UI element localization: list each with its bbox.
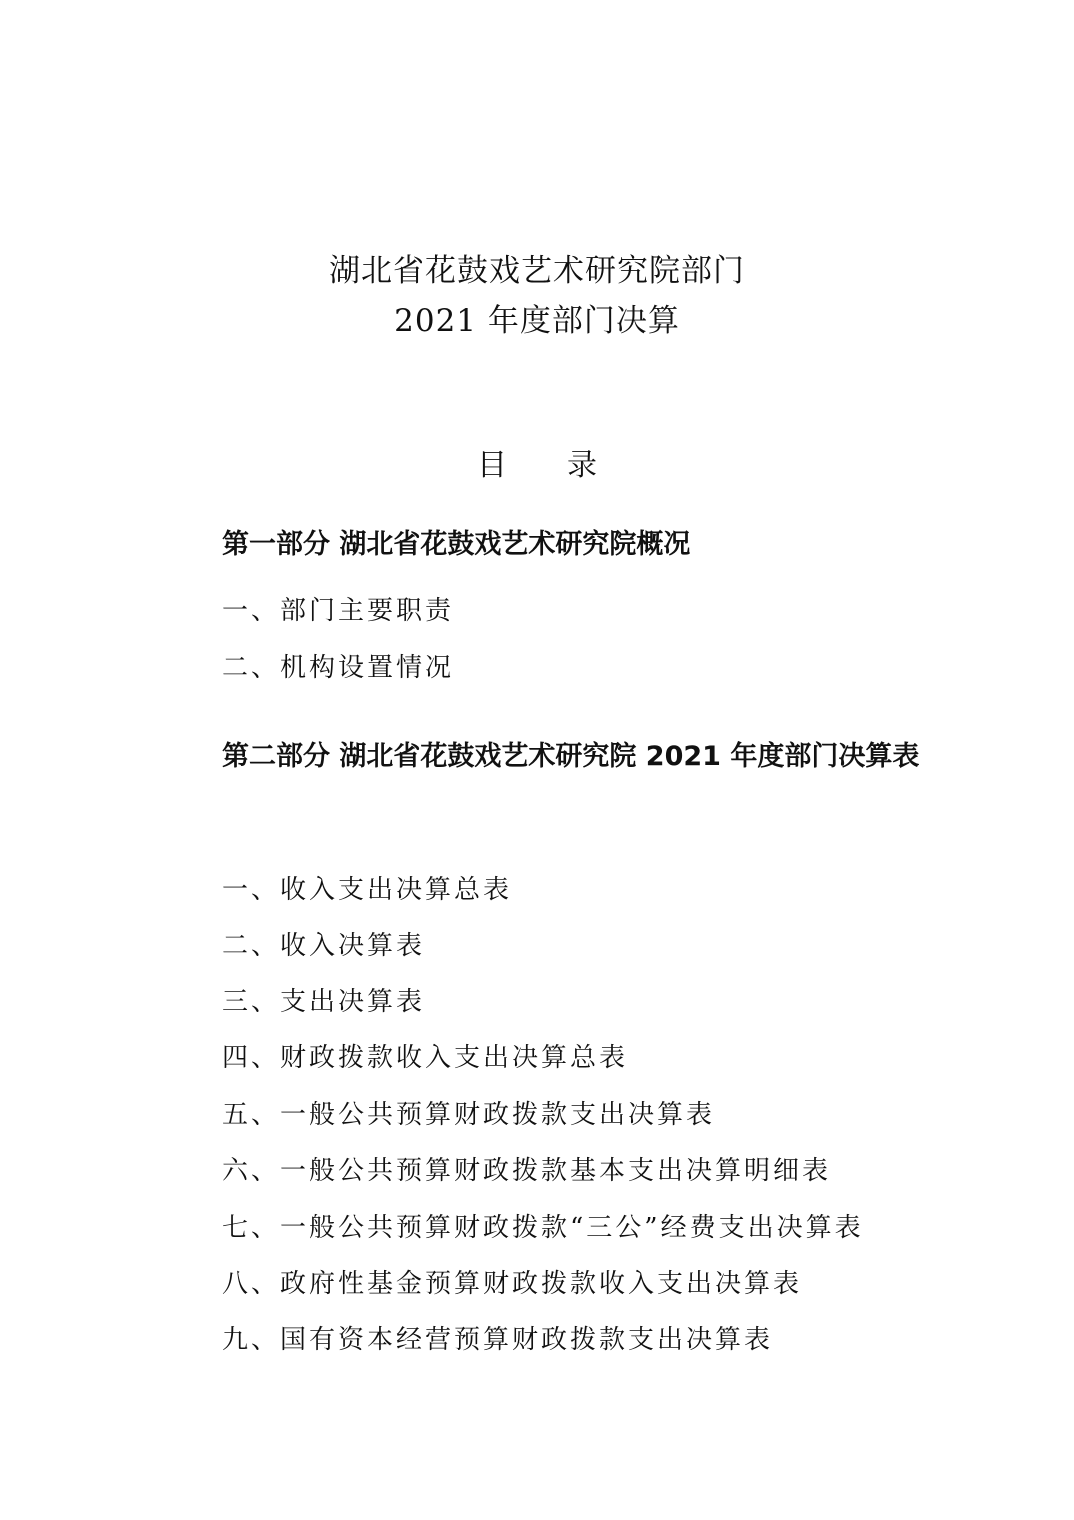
toc-item: 四、财政拨款收入支出决算总表: [222, 1043, 629, 1073]
toc-item: 五、一般公共预算财政拨款支出决算表: [222, 1100, 716, 1130]
toc-item: 六、一般公共预算财政拨款基本支出决算明细表: [222, 1156, 832, 1186]
toc-item: 八、政府性基金预算财政拨款收入支出决算表: [222, 1269, 803, 1299]
toc-item: 一、部门主要职责: [222, 596, 455, 626]
toc-item: 七、一般公共预算财政拨款“三公”经费支出决算表: [222, 1213, 864, 1243]
part1-title: 第一部分 湖北省花鼓戏艺术研究院概况: [222, 529, 691, 560]
title-line-1: 湖北省花鼓戏艺术研究院部门: [329, 253, 745, 289]
toc-item: 二、收入决算表: [222, 931, 426, 961]
document-title: [0, 246, 1074, 346]
toc-heading: 目 录: [477, 448, 597, 483]
toc-item: 九、国有资本经营预算财政拨款支出决算表: [222, 1325, 774, 1355]
toc-item: 二、机构设置情况: [222, 653, 455, 683]
part2-title: 第二部分 湖北省花鼓戏艺术研究院 2021 年度部门决算表: [222, 741, 920, 772]
toc-item: 一、收入支出决算总表: [222, 875, 513, 905]
title-line-2: 2021 年度部门决算: [394, 303, 680, 339]
toc-item: 三、支出决算表: [222, 987, 426, 1017]
